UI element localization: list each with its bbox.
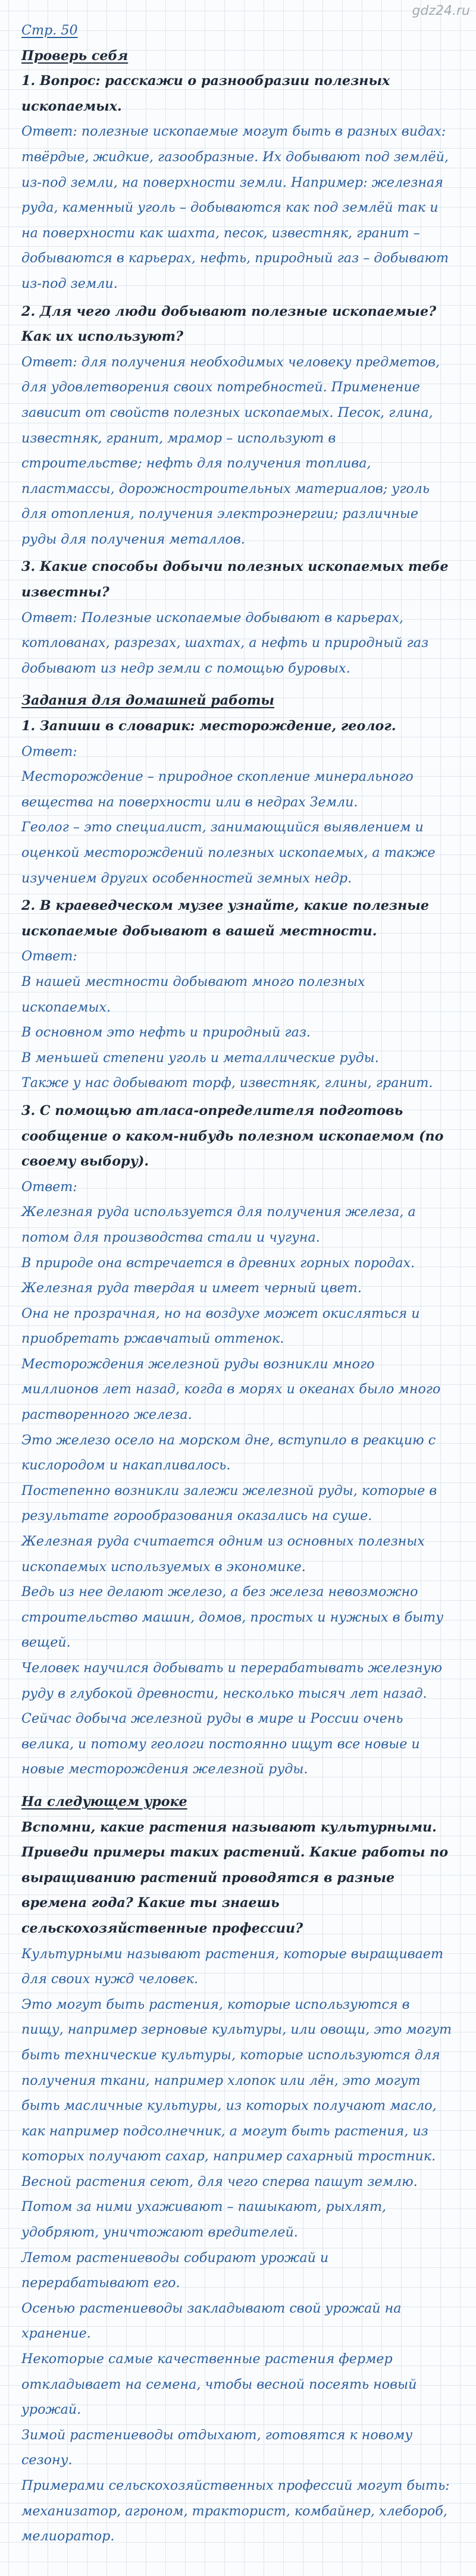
answer-line: Железная руда твердая и имеет черный цвет. — [21, 1280, 362, 1296]
answer-line: Некоторые самые качественные растения фермер откладывает на семена, чтобы весной посеять новый урожай. — [21, 2351, 417, 2418]
answer-line: В основном это нефть и природный газ. — [21, 1025, 311, 1041]
homework-task-1 — [21, 714, 456, 891]
answer-label: Ответ: — [21, 743, 77, 759]
answer-line: Потом за ними ухаживают – пашыкают, рыхлят, удобряют, уничтожают вредителей. — [21, 2199, 387, 2241]
answer-line: Зимой растениеводы отдыхают, готовятся к новому сезону. — [21, 2427, 413, 2468]
answer-line: В меньшей степени уголь и металлические руды. — [21, 1050, 379, 1066]
answer-line: Железная руда используется для получения железа, а потом для производства стали и чугуна. — [21, 1204, 416, 1245]
answer-line: Это железо осело на морском дне, вступило в реакцию с кислородом и накапливалось. — [21, 1432, 436, 1474]
answer-line: Осенью растениеводы закладывают свой урожай на хранение. — [21, 2300, 402, 2342]
answer-label: Ответ: — [21, 948, 77, 965]
answer-line: Сейчас добыча железной руды в мире и России очень велика, и потому геологи постоянно ищут все новые и новые месторождения железной руды. — [21, 1711, 420, 1777]
task-text: 3. С помощью атласа-определителя подготовь сообщение о каком-нибудь полезном ископаемом (по своему выбору). — [21, 1102, 444, 1170]
answer-line: Месторождения железной руды возникли много миллионов лет назад, когда в морях и океанах было много растворенного железа. — [21, 1356, 441, 1423]
answer-text: Ответ: Полезные ископаемые добывают в карьерах, котлованах, разрезах, шахтах, а нефть и природный газ добывают из недр земли с помощью буровых. — [21, 610, 429, 676]
answer-line: В нашей местности добывают много полезных ископаемых. — [21, 973, 365, 1015]
answer-line: Геолог – это специалист, занимающийся выявлением и оценкой месторождений полезных ископаемых, а также изучением других особенностей земных недр. — [21, 819, 436, 886]
answer-text: Ответ: полезные ископаемые могут быть в разных видах: твёрдые, жидкие, газообразные. Их добывают под землёй, из-под земли, на поверхности земли. Например: железная руда, каменный уголь – добываются как под землёй так и на поверхности как шахта, песок, известняк, гранит – добываются в карьерах, нефть, природный газ – добывают из-под земли. — [21, 124, 449, 291]
answer-line: Примерами сельскохозяйственных профессий могут быть: механизатор, агроном, тракторист, комбайнер, хлебороб, мелиоратор. — [21, 2478, 450, 2544]
answer-label: Ответ: — [21, 1179, 77, 1195]
question-text: 1. Вопрос: расскажи о разнообразии полезных ископаемых. — [21, 73, 390, 114]
answer-line: Человек научился добывать и перерабатывать железную руду в глубокой древности, несколько тысяч лет назад. — [21, 1660, 443, 1701]
check-question-1 — [21, 68, 456, 296]
answer-line: Весной растения сеют, для чего сперва пашут землю. — [21, 2173, 418, 2189]
answer-line: Летом растениеводы собирают урожай и перерабатывают его. — [21, 2250, 329, 2291]
answer-text: Ответ: для получения необходимых человеку предметов, для удовлетворения своих потребностей. Применение зависит от свойств полезных ископаемых. Песок, глина, известняк, гранит, мрамор – используют в строительстве; нефть для получения топлива, пластмассы, дорожностроительных материалов; уголь для отопления, получения электроэнергии; различные руды для получения металлов. — [21, 354, 440, 547]
section-title-next-lesson: На следующем уроке — [21, 1793, 187, 1810]
task-text: 2. В краеведческом музее узнайте, какие полезные ископаемые добывают в вашей местности. — [21, 898, 429, 939]
section-title-homework: Задания для домашней работы — [21, 693, 275, 709]
homework-task-3 — [21, 1098, 456, 1782]
answer-line: Постепенно возникли залежи железной руды, которые в результате горообразования оказались на суше. — [21, 1482, 437, 1524]
solution-content — [21, 18, 456, 2549]
answer-line: Ведь из нее делают железо, а без железа невозможно строительство машин, домов, простых и нужных в быту вещей. — [21, 1584, 444, 1651]
homework-task-2 — [21, 893, 456, 1096]
question-text: 2. Для чего люди добывают полезные ископаемые? Как их используют? — [21, 303, 437, 345]
page-label: Стр. 50 — [21, 23, 78, 38]
question-text: 3. Какие способы добычи полезных ископаемых тебе известны? — [21, 559, 449, 601]
next-lesson-block — [21, 1815, 456, 2549]
check-question-3 — [21, 554, 456, 681]
answer-line: Она не прозрачная, но на воздухе может окисляться и приобретать ржавчатый оттенок. — [21, 1305, 420, 1347]
answer-line: Культурными называют растения, которые выращивает для своих нужд человек. — [21, 1946, 443, 1987]
answer-line: Это могут быть растения, которые используются в пищу, например зерновые культуры, или овощи, это могут быть технические культуры, которые используются для получения ткани, например хлопок или лён, это могут быть масличные культуры, из которых получают масло, как например подсолнечник, а могут быть растения, из которых получают сахар, например сахарный тростник. — [21, 1996, 452, 2165]
task-text: 1. Запиши в словарик: месторождение, геолог. — [21, 718, 396, 734]
task-text: Вспомни, какие растения называют культурными. Приведи примеры таких растений. Какие работы по выращиванию растений проводятся в разные времена года? Какие ты знаешь сельскохозяйственные профессии? — [21, 1819, 449, 1936]
answer-line: Железная руда считается одним из основных полезных ископаемых используемых в экономике. — [21, 1534, 425, 1575]
answer-line: В природе она встречается в древних горных породах. — [21, 1255, 415, 1271]
site-watermark: gdz24.ru — [412, 4, 470, 18]
answer-line: Также у нас добывают торф, известняк, глины, гранит. — [21, 1075, 433, 1091]
section-title-check: Проверь себя — [21, 48, 129, 64]
check-question-2 — [21, 299, 456, 552]
answer-line: Месторождение – природное скопление минерального вещества на поверхности или в недрах Земли. — [21, 769, 414, 810]
